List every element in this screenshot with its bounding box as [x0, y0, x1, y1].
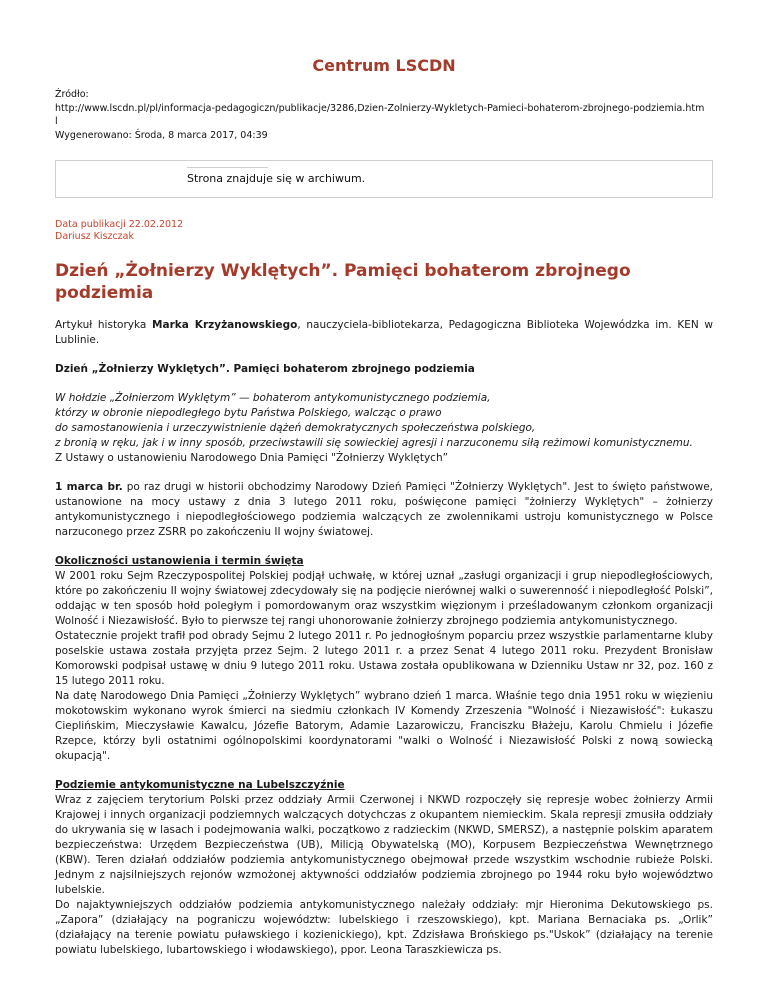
paragraph: 1 marca br. po raz drugi w historii obchodzimy Narodowy Dzień Pamięci "Żołnierzy Wyklętych". Jest to święto państwowe, ustanowione na mocy ustawy z dnia 3 lutego 2011 roku, poświęcone pamięci "żołnierzy Wyklętych" – żołnierzy antykomunistycznego i niepodległościowego podziemia walczących ze zwolennikami ustroju komunistycznego w Polsce narzuconego przez ZSRR po zakończeniu II wojny światowej.	[55, 481, 713, 538]
quote-source: Z Ustawy o ustanowieniu Narodowego Dnia Pamięci "Żołnierzy Wyklętych”	[55, 452, 449, 464]
quote-line: W hołdzie „Żołnierzom Wyklętym” — bohaterom antykomunistycznego podziemia,	[55, 392, 491, 404]
source-label: Źródło:	[55, 89, 89, 100]
generated-date: Wygenerowano: Środa, 8 marca 2017, 04:39	[55, 129, 268, 141]
source-url[interactable]	[55, 102, 713, 129]
paragraph: W 2001 roku Sejm Rzeczypospolitej Polskiej podjął uchwałę, w której uznał „zasługi organizacji i grup niepodległościowych, które po zakończeniu II wojny światowej zdecydowały się na podjęcie nierównej walki o suwerenność i niepodległość Polski”, oddając w ten sposób hołd poległym i pomordowanym oraz wszystkim więzionym i prześladowanym członkom organizacji Wolność i Niezawisłość. Było to pierwsze tej rangi uhonorowanie żołnierzy zbrojnego podziemia antykomunistycznego.	[55, 570, 713, 627]
article-body	[55, 318, 713, 958]
paragraph: Ostatecznie projekt trafił pod obrady Sejmu 2 lutego 2011 r. Po jednogłośnym poparciu przez wszystkie parlamentarne kluby poselskie ustawa została przyjęta przez Sejm. 2 lutego 2011 r. a przez Senat 4 lutego 2011 roku. Prezydent Bronisław Komorowski podpisał ustawę w dniu 9 lutego 2011 roku. Ustawa została opublikowana w Dzienniku Ustaw nr 32, poz. 160 z 15 lutego 2011 roku.	[55, 630, 713, 687]
dedication-quote	[55, 391, 713, 466]
article-subtitle: Dzień „Żołnierzy Wyklętych”. Pamięci bohaterom zbrojnego podziemia	[55, 363, 475, 375]
paragraph: Wraz z zajęciem terytorium Polski przez oddziały Armii Czerwonej i NKWD rozpoczęły się represje wobec żołnierzy Armii Krajowej i innych organizacji podziemnych walczących dotychczas z okupantem niemieckim. Skala represji zmusiła oddziały do ukrywania się w lasach i podejmowania walki, początkowo z radzieckim (NKWD, SMERSZ), a następnie polskim aparatem bezpieczeństwa: Urzędem Bezpieczeństwa (UB), Milicją Obywatelską (MO), Korpusem Bezpieczeństwa Wewnętrznego (KBW). Teren działań oddziałów podziemia antykomunistycznego obejmował przede wszystkim wschodnie rubieże Polski. Jednym z najsilniejszych rejonów wzmożonej aktywności oddziałów podziemia zbrojnego po 1944 roku było województwo lubelskie.	[55, 794, 713, 896]
quote-line: do samostanowienia i urzeczywistnienie dążeń demokratycznych społeczeństwa polskiego,	[55, 422, 536, 434]
archive-divider	[187, 167, 268, 168]
source-url-tail[interactable]: l	[55, 116, 58, 127]
article-title: Dzień „Żołnierzy Wyklętych”. Pamięci bohaterom zbrojnego podziemia	[55, 261, 631, 303]
publication-info	[55, 219, 713, 243]
archive-notice-box	[55, 160, 713, 198]
archive-notice: Strona znajduje się w archiwum.	[187, 172, 366, 185]
site-title: Centrum LSCDN	[312, 56, 456, 75]
publication-date: Data publikacji 22.02.2012	[55, 219, 184, 230]
source-url-text[interactable]: http://www.lscdn.pl/pl/informacja-pedagogiczn/publikacje/3286,Dzien-Zolnierzy-Wykletych-Pamieci-bohaterom-zbrojnego-podziemia.htm	[55, 102, 705, 114]
intro-after: , nauczyciela-bibliotekarza, Pedagogiczna Biblioteka Wojewódzka im. KEN w Lublinie.	[55, 319, 713, 346]
paragraph: Do najaktywniejszych oddziałów podziemia antykomunistycznego należały oddziały: mjr Hieronima Dekutowskiego ps. „Zapora” (działający na pograniczu województw: lubelskiego i rzeszowskiego), kpt. Mariana Bernaciaka ps. „Orlik” (działający na terenie powiatu puławskiego i kozienickiego), kpt. Zdzisława Brońskiego ps."Uskok” (działający na terenie powiatu lubelskiego, lubartowskiego i włodawskiego), ppor. Leona Taraszkiewicza ps.	[55, 899, 713, 956]
section-heading: Okoliczności ustanowienia i termin święta	[55, 555, 304, 567]
paragraph-lead: 1 marca br.	[55, 481, 123, 493]
intro-author: Marka Krzyżanowskiego	[152, 319, 298, 331]
publication-author: Dariusz Kiszczak	[55, 231, 134, 242]
paragraph: Na datę Narodowego Dnia Pamięci „Żołnierzy Wyklętych” wybrano dzień 1 marca. Właśnie tego dnia 1951 roku w więzieniu mokotowskim wykonano wyrok śmierci na siedmiu członkach IV Komendy Zrzeszenia "Wolność i Niezawisłość": Łukaszu Cieplińskim, Mieczysławie Kawalcu, Józefie Batorym, Adamie Lazarowiczu, Franciszku Błażeju, Karolu Chmielu i Józefie Rzepce, którzy byli ostatnimi ogólnopolskimi koordynatorami "walki o Wolność i Niezawisłość Polski z nową sowiecką okupacją".	[55, 690, 713, 762]
quote-line: z bronią w ręku, jak i w inny sposób, przeciwstawili się sowieckiej agresji i narzuconemu siłą reżimowi komunistycznemu.	[55, 437, 693, 449]
meta-info	[55, 88, 713, 142]
quote-line: którzy w obronie niepodległego bytu Państwa Polskiego, walcząc o prawo	[55, 407, 442, 419]
article-intro	[55, 318, 713, 348]
intro-before: Artykuł historyka	[55, 319, 153, 331]
section-heading: Podziemie antykomunistyczne na Lubelszczyźnie	[55, 779, 345, 791]
